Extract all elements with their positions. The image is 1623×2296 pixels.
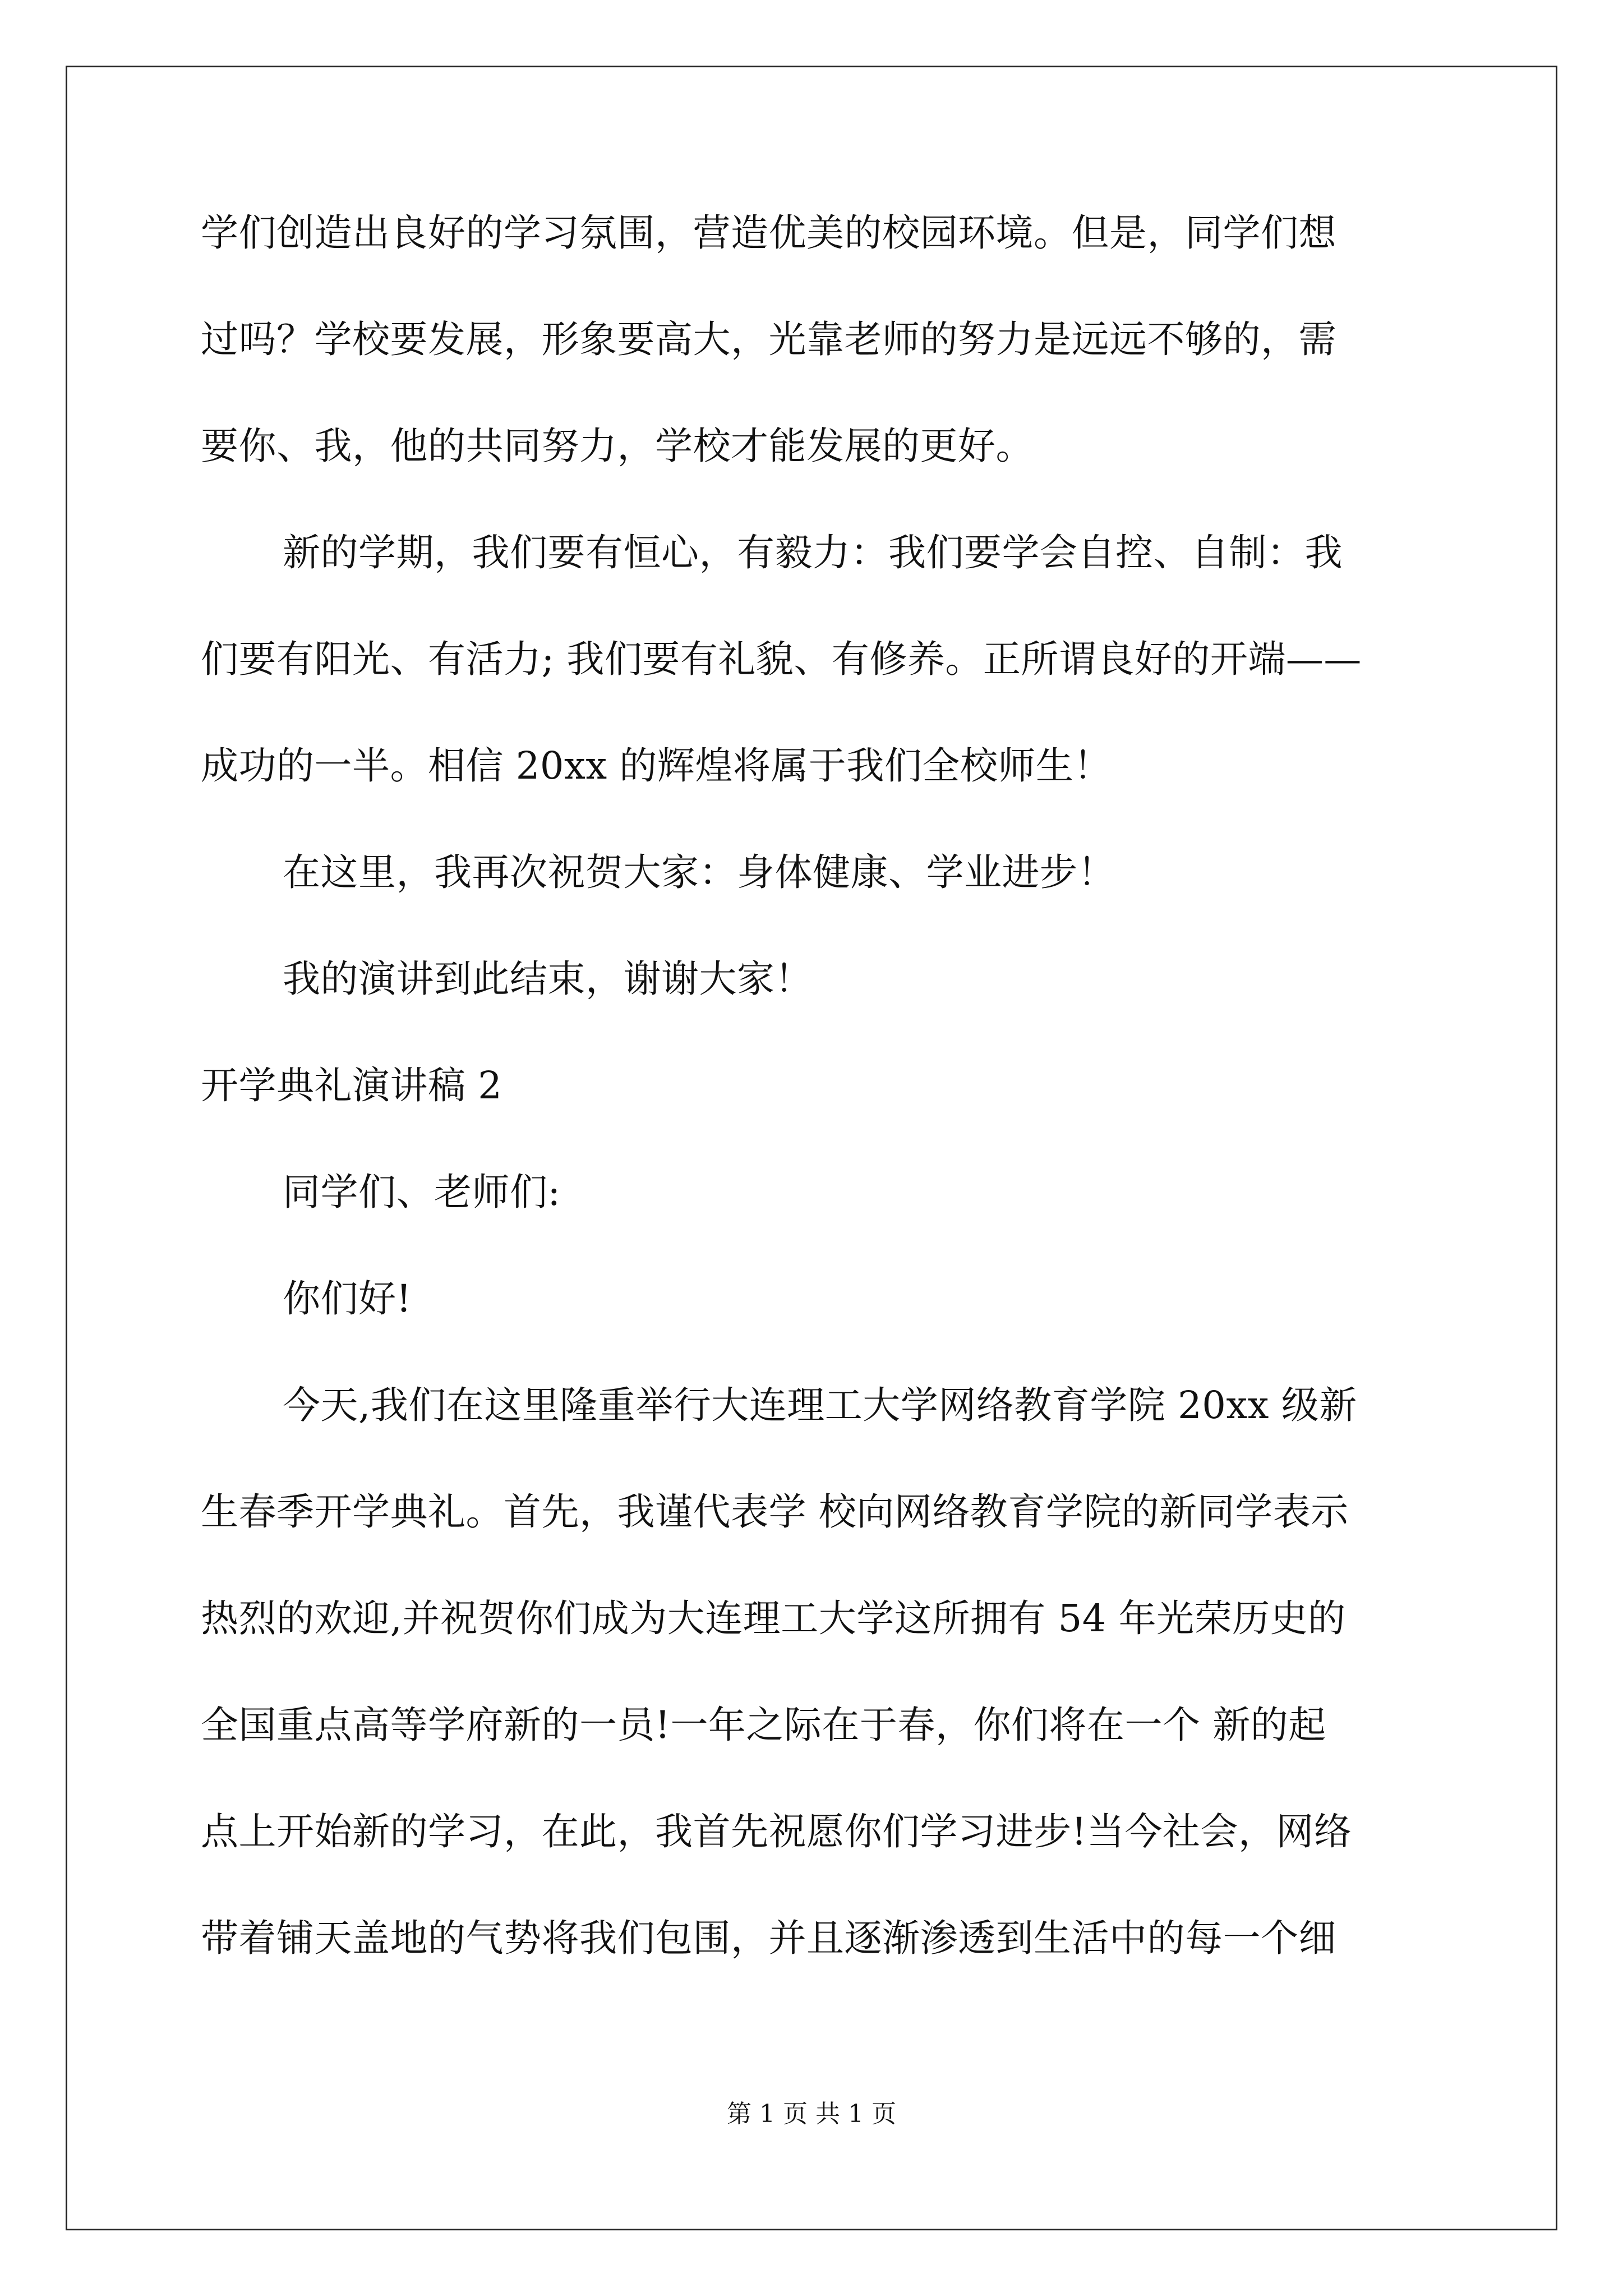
section-heading: 开学典礼演讲稿 2 xyxy=(201,1064,502,1107)
body-text-line: 成功的一半。相信 20xx 的辉煌将属于我们全校师生！ xyxy=(201,744,1112,788)
body-text-line: 带着铺天盖地的气势将我们包围，并且逐渐渗透到生活中的每一个细 xyxy=(201,1916,1336,1960)
body-text-line: 生春季开学典礼。首先，我谨代表学 校向网络教育学院的新同学表示 xyxy=(201,1490,1349,1534)
body-text-line: 全国重点高等学府新的一员!一年之际在于春，你们将在一个 新的起 xyxy=(201,1703,1326,1747)
paragraph-first-line: 我的演讲到此结束，谢谢大家！ xyxy=(283,957,813,1001)
salutation: 同学们、老师们: xyxy=(283,1170,561,1214)
body-text-line: 热烈的欢迎,并祝贺你们成为大连理工大学这所拥有 54 年光荣历史的 xyxy=(201,1596,1346,1640)
paragraph-first-line: 今天,我们在这里隆重举行大连理工大学网络教育学院 20xx 级新 xyxy=(283,1383,1357,1427)
body-text-line: 点上开始新的学习，在此，我首先祝愿你们学习进步!当今社会，网络 xyxy=(201,1810,1352,1853)
greeting: 你们好! xyxy=(283,1277,412,1320)
body-text-line: 们要有阳光、有活力; 我们要有礼貌、有修养。正所谓良好的开端—— xyxy=(201,637,1362,681)
page-number-footer: 第 1 页 共 1 页 xyxy=(727,2100,896,2128)
paragraph-first-line: 新的学期，我们要有恒心，有毅力：我们要学会自控、自制：我 xyxy=(283,531,1343,574)
body-text-line: 过吗？学校要发展，形象要高大，光靠老师的努力是远远不够的，需 xyxy=(201,318,1336,361)
paragraph-first-line: 在这里，我再次祝贺大家：身体健康、学业进步！ xyxy=(283,850,1115,894)
body-text-line: 要你、我，他的共同努力，学校才能发展的更好。 xyxy=(201,424,1034,468)
page-border xyxy=(66,66,1557,2230)
body-text-line: 学们创造出良好的学习氛围，营造优美的校园环境。但是，同学们想 xyxy=(201,211,1336,255)
